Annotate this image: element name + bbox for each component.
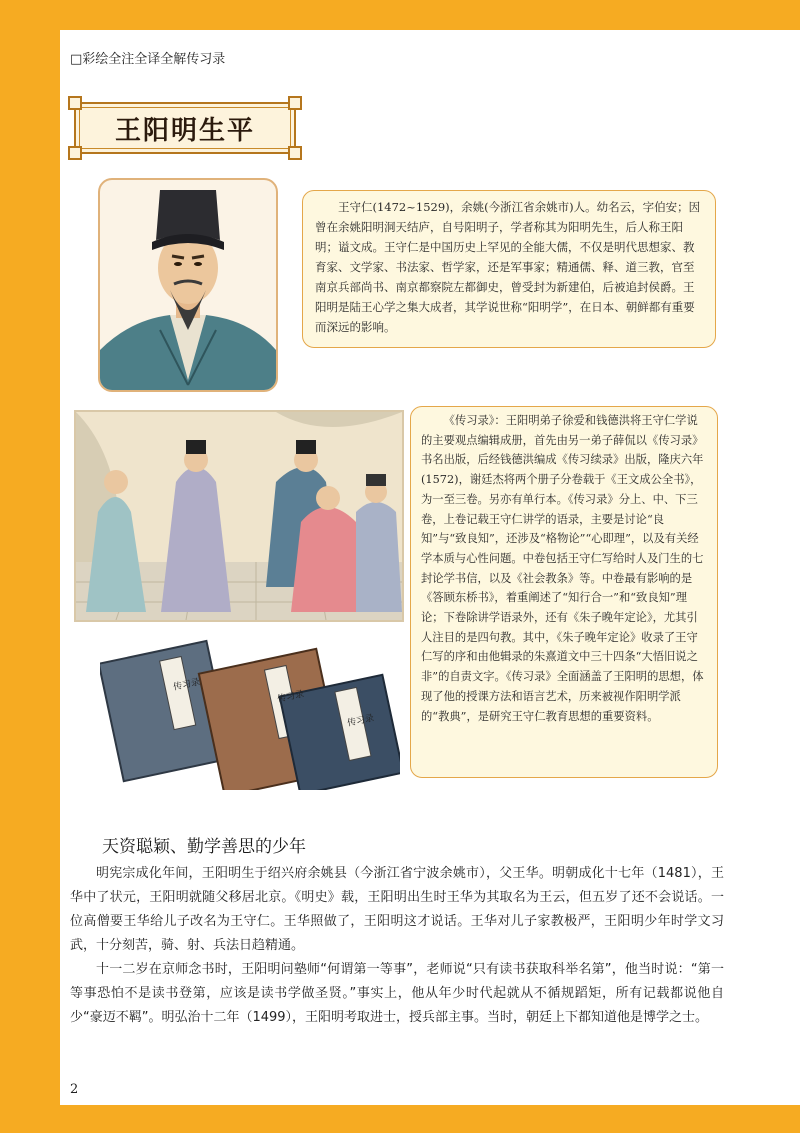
chuanxilu-text: 《传习录》：王阳明弟子徐爱和钱德洪将王守仁学说的主要观点编辑成册，首先由另一弟子薛侃以《传习录》书名出版，后经钱德洪编成《传习续录》出版，隆庆六年(1572)，谢廷杰将两个册子分卷载于《王文成公全书》，为一至三卷。另亦有单行本。《传习录》分上、中、下三卷，上卷记载王守仁讲学的语录，主要是讨论“良知”与“致良知”，还涉及“格物论”“心即理”，以及有关经学本质与心性问题。中卷包括王守仁写给时人及门生的七封论学书信，以及《社会教条》等。中卷最有影响的是《答顾东桥书》，着重阐述了“知行合一”和“致良知”理论；下卷除讲学语录外，还有《朱子晚年定论》，尤其引人注目的是四句教。其中，《朱子晚年定论》收录了王守仁写的序和由他辑录的朱熹道文中三十四条“大悟旧说之非”的自责文字。《传习录》全面涵盖了王阳明的思想，体现了他的授课方法和语言艺术，历来被视作阳明学派的“教典”，是研究王守仁教育思想的重要资料。 [421, 414, 704, 723]
biography-note [302, 190, 716, 348]
page [60, 30, 800, 1105]
body-text [70, 862, 724, 1030]
chuanxilu-note [410, 406, 718, 778]
section-title-frame [74, 102, 296, 154]
book-cover-label: 传习录 [276, 689, 306, 705]
book-cover-label: 传习录 [346, 713, 376, 729]
running-header: □彩绘全注全译全解传习录 [70, 52, 226, 67]
frame-corner [288, 96, 302, 110]
books-illustration [100, 630, 400, 790]
frame-corner [68, 146, 82, 160]
body-paragraph: 明宪宗成化年间，王阳明生于绍兴府余姚县（今浙江省宁波余姚市），父王华。明朝成化十七年（1481），王华中了状元，王阳明就随父移居北京。《明史》载，王阳明出生时王华为其取名为王云，但五岁了还不会说话。一位高僧要王华给儿子改名为王守仁。王华照做了，王阳明这才说话。王华对儿子家教极严，王阳明少年时学文习武，十分刻苦，骑、射、兵法日趋精通。 [70, 866, 724, 953]
page-number: 2 [70, 1082, 79, 1097]
frame-corner [288, 146, 302, 160]
section-heading: 天资聪颖、勤学善思的少年 [102, 837, 306, 857]
teaching-scene-illustration [74, 410, 404, 622]
biography-text: 王守仁(1472~1529)，余姚(今浙江省余姚市)人。幼名云，字伯安；因曾在余姚阳明洞天结庐，自号阳明子，学者称其为阳明先生，后人称王阳明；谥文成。王守仁是中国历史上罕见的全能大儒，不仅是明代思想家、教育家、文学家、书法家、哲学家，还是军事家；精通儒、释、道三教，官至南京兵部尚书、南京都察院左都御史，曾受封为新建伯，后被追封侯爵。王阳明是陆王心学之集大成者，其学说世称“阳明学”，在日本、朝鲜都有重要而深远的影响。 [315, 200, 701, 334]
section-title: 王阳明生平 [114, 116, 255, 146]
portrait-illustration [98, 178, 278, 392]
body-paragraph: 十一二岁在京师念书时，王阳明问塾师“何谓第一等事”，老师说“只有读书获取科举名第”，他当时说：“第一等事恐怕不是读书登第，应该是读书学做圣贤。”事实上，他从年少时代起就从不循规蹈矩，所有记载都说他自少“豪迈不羁”。明弘治十二年（1499），王阳明考取进士，授兵部主事。当时，朝廷上下都知道他是博学之士。 [70, 962, 724, 1025]
book-cover-label: 传习录 [172, 677, 202, 693]
frame-corner [68, 96, 82, 110]
